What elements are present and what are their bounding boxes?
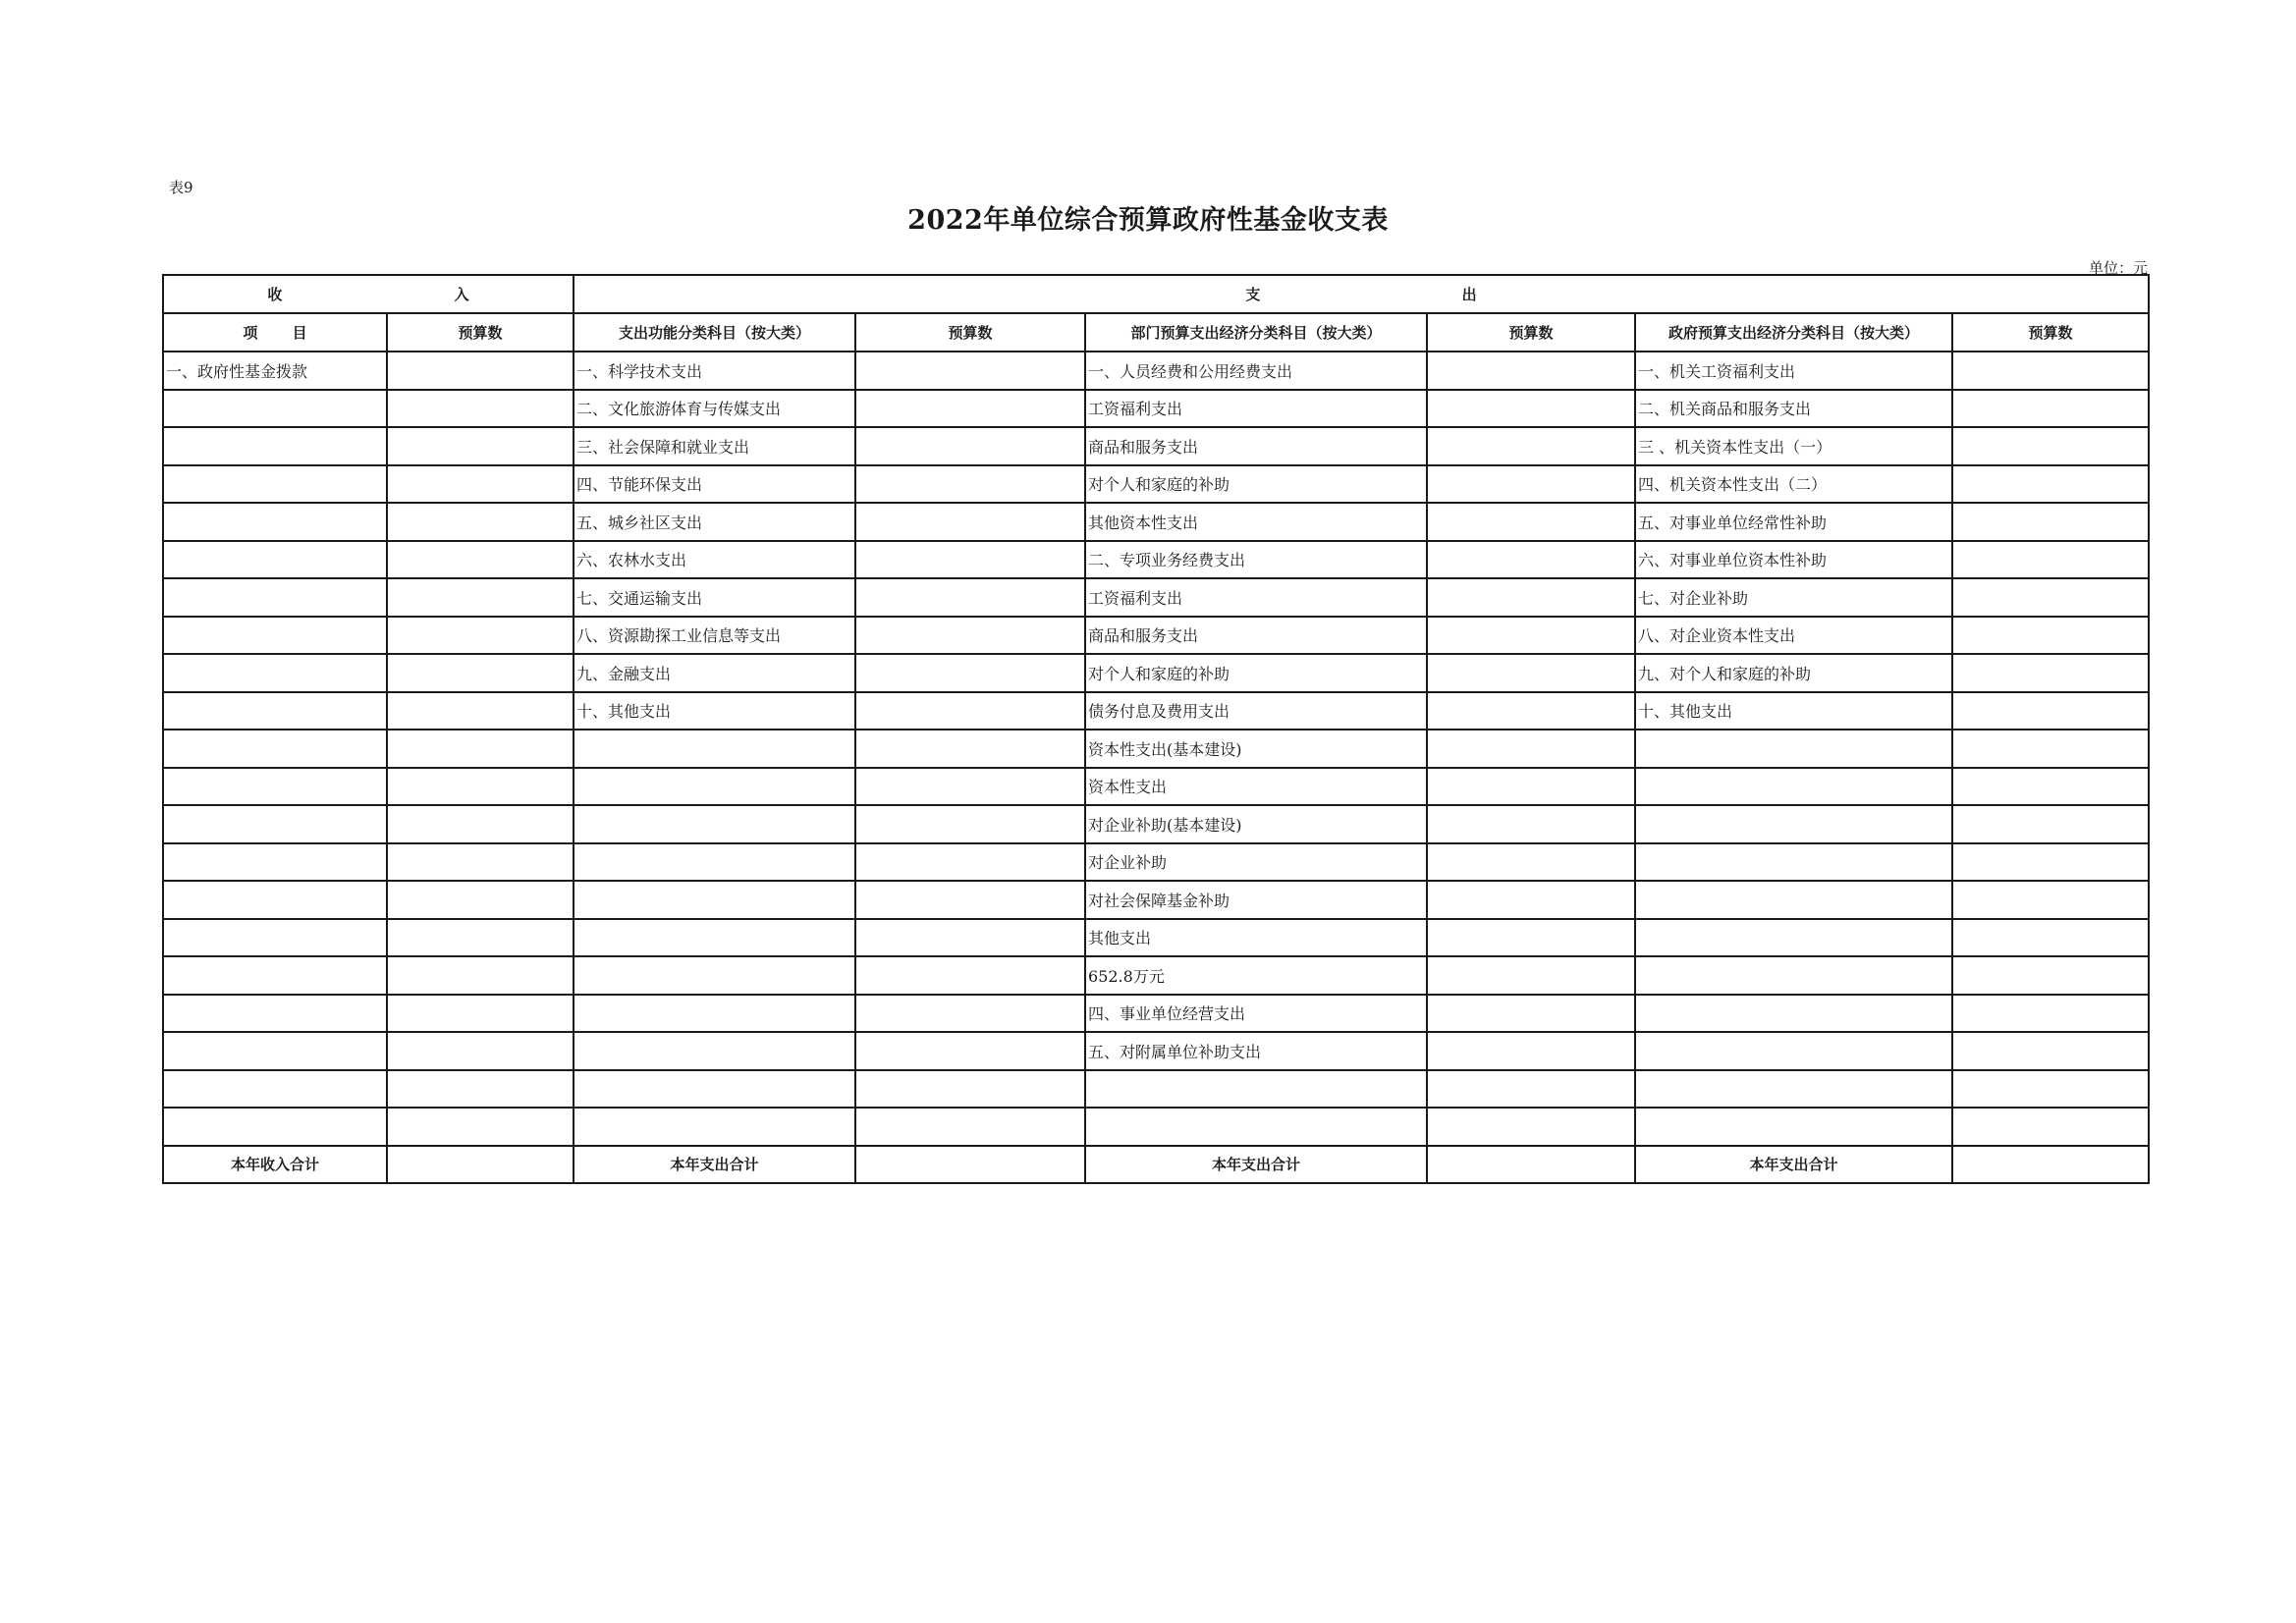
func-class-cell bbox=[574, 805, 855, 843]
func-budget-cell bbox=[855, 768, 1085, 806]
income-budget-cell bbox=[387, 881, 574, 919]
income-budget-cell bbox=[387, 692, 574, 730]
func-class-cell bbox=[574, 881, 855, 919]
func-budget-cell bbox=[855, 427, 1085, 465]
func-budget-cell bbox=[855, 465, 1085, 504]
dept-econ-cell: 652.8万元 bbox=[1085, 956, 1427, 995]
gov-econ-cell: 九、对个人和家庭的补助 bbox=[1635, 654, 1952, 692]
func-budget-cell bbox=[855, 617, 1085, 655]
func-budget-cell bbox=[855, 541, 1085, 579]
dept-econ-cell: 工资福利支出 bbox=[1085, 578, 1427, 617]
func-class-cell: 七、交通运输支出 bbox=[574, 578, 855, 617]
func-class-cell bbox=[574, 843, 855, 882]
table-row bbox=[163, 730, 2149, 768]
income-item-cell bbox=[163, 995, 387, 1033]
dept-budget-cell bbox=[1427, 503, 1635, 541]
income-budget-cell bbox=[387, 465, 574, 504]
gov-econ-cell: 十、其他支出 bbox=[1635, 692, 1952, 730]
func-budget-header: 预算数 bbox=[855, 313, 1085, 352]
table-row bbox=[163, 503, 2149, 541]
dept-econ-cell: 商品和服务支出 bbox=[1085, 617, 1427, 655]
dept-budget-cell bbox=[1427, 843, 1635, 882]
gov-econ-cell bbox=[1635, 919, 1952, 957]
table-label: 表9 bbox=[169, 179, 193, 196]
gov-budget-cell bbox=[1952, 1108, 2149, 1146]
income-item-cell bbox=[163, 427, 387, 465]
func-class-cell bbox=[574, 919, 855, 957]
income-item-cell bbox=[163, 956, 387, 995]
income-total-label: 本年收入合计 bbox=[163, 1146, 387, 1184]
dept-econ-cell: 一、人员经费和公用经费支出 bbox=[1085, 352, 1427, 390]
func-class-cell: 二、文化旅游体育与传媒支出 bbox=[574, 390, 855, 428]
gov-budget-cell bbox=[1952, 843, 2149, 882]
income-item-cell bbox=[163, 805, 387, 843]
func-class-cell: 九、金融支出 bbox=[574, 654, 855, 692]
func-class-cell bbox=[574, 1032, 855, 1070]
dept-budget-cell bbox=[1427, 541, 1635, 579]
func-class-cell bbox=[574, 1070, 855, 1109]
table-row bbox=[163, 919, 2149, 957]
income-budget-cell bbox=[387, 617, 574, 655]
dept-econ-cell: 其他支出 bbox=[1085, 919, 1427, 957]
income-item-cell bbox=[163, 730, 387, 768]
gov-budget-cell bbox=[1952, 503, 2149, 541]
income-item-cell bbox=[163, 768, 387, 806]
dept-budget-cell bbox=[1427, 1032, 1635, 1070]
table-row bbox=[163, 881, 2149, 919]
table-row bbox=[163, 956, 2149, 995]
income-budget-cell bbox=[387, 768, 574, 806]
table-row bbox=[163, 427, 2149, 465]
dept-econ-cell: 四、事业单位经营支出 bbox=[1085, 995, 1427, 1033]
income-budget-cell bbox=[387, 919, 574, 957]
dept-budget-cell bbox=[1427, 654, 1635, 692]
dept-budget-cell bbox=[1427, 919, 1635, 957]
income-budget-cell bbox=[387, 1032, 574, 1070]
table-row bbox=[163, 578, 2149, 617]
dept-econ-cell: 二、专项业务经费支出 bbox=[1085, 541, 1427, 579]
dept-econ-header: 部门预算支出经济分类科目（按大类） bbox=[1085, 313, 1427, 352]
gov-econ-cell bbox=[1635, 1032, 1952, 1070]
dept-econ-cell: 资本性支出(基本建设) bbox=[1085, 730, 1427, 768]
gov-budget-cell bbox=[1952, 427, 2149, 465]
income-budget-cell bbox=[387, 956, 574, 995]
income-item-cell bbox=[163, 881, 387, 919]
gov-econ-cell bbox=[1635, 956, 1952, 995]
income-item-cell bbox=[163, 843, 387, 882]
gov-budget-cell bbox=[1952, 578, 2149, 617]
income-budget-cell bbox=[387, 541, 574, 579]
dept-total-value bbox=[1427, 1146, 1635, 1184]
table-row bbox=[163, 843, 2149, 882]
func-budget-cell bbox=[855, 1070, 1085, 1109]
table-row bbox=[163, 352, 2149, 390]
func-total-label: 本年支出合计 bbox=[574, 1146, 855, 1184]
income-item-cell bbox=[163, 692, 387, 730]
gov-budget-cell bbox=[1952, 692, 2149, 730]
gov-econ-cell bbox=[1635, 768, 1952, 806]
income-budget-cell bbox=[387, 654, 574, 692]
func-budget-cell bbox=[855, 956, 1085, 995]
dept-econ-cell: 商品和服务支出 bbox=[1085, 427, 1427, 465]
func-budget-cell bbox=[855, 578, 1085, 617]
gov-econ-cell: 二、机关商品和服务支出 bbox=[1635, 390, 1952, 428]
income-budget-header: 预算数 bbox=[387, 313, 574, 352]
income-budget-cell bbox=[387, 1108, 574, 1146]
income-total-value bbox=[387, 1146, 574, 1184]
dept-budget-cell bbox=[1427, 465, 1635, 504]
dept-budget-cell bbox=[1427, 805, 1635, 843]
income-budget-cell bbox=[387, 1070, 574, 1109]
dept-total-label: 本年支出合计 bbox=[1085, 1146, 1427, 1184]
func-budget-cell bbox=[855, 1108, 1085, 1146]
gov-budget-cell bbox=[1952, 1070, 2149, 1109]
table-row bbox=[163, 805, 2149, 843]
gov-econ-cell: 六、对事业单位资本性补助 bbox=[1635, 541, 1952, 579]
gov-econ-cell: 四、机关资本性支出（二） bbox=[1635, 465, 1952, 504]
dept-econ-cell: 五、对附属单位补助支出 bbox=[1085, 1032, 1427, 1070]
gov-budget-cell bbox=[1952, 1032, 2149, 1070]
gov-budget-cell bbox=[1952, 881, 2149, 919]
gov-budget-cell bbox=[1952, 995, 2149, 1033]
table-row bbox=[163, 1032, 2149, 1070]
func-class-cell: 八、资源勘探工业信息等支出 bbox=[574, 617, 855, 655]
income-item-cell bbox=[163, 503, 387, 541]
dept-budget-cell bbox=[1427, 881, 1635, 919]
dept-budget-cell bbox=[1427, 995, 1635, 1033]
gov-budget-cell bbox=[1952, 805, 2149, 843]
column-header-row bbox=[163, 313, 2149, 352]
dept-econ-cell: 债务付息及费用支出 bbox=[1085, 692, 1427, 730]
income-budget-cell bbox=[387, 843, 574, 882]
func-class-cell: 四、节能环保支出 bbox=[574, 465, 855, 504]
func-total-value bbox=[855, 1146, 1085, 1184]
dept-budget-cell bbox=[1427, 390, 1635, 428]
dept-budget-cell bbox=[1427, 1108, 1635, 1146]
income-budget-cell bbox=[387, 730, 574, 768]
table-row bbox=[163, 692, 2149, 730]
func-budget-cell bbox=[855, 1032, 1085, 1070]
func-class-cell: 十、其他支出 bbox=[574, 692, 855, 730]
dept-budget-cell bbox=[1427, 427, 1635, 465]
func-class-cell bbox=[574, 995, 855, 1033]
income-budget-cell bbox=[387, 578, 574, 617]
gov-budget-header: 预算数 bbox=[1952, 313, 2149, 352]
unit-label: 单位：元 bbox=[2088, 259, 2148, 277]
income-item-cell bbox=[163, 617, 387, 655]
income-item-cell bbox=[163, 919, 387, 957]
dept-econ-cell: 对个人和家庭的补助 bbox=[1085, 465, 1427, 504]
item-header bbox=[163, 313, 387, 352]
table-row bbox=[163, 390, 2149, 428]
func-class-cell bbox=[574, 1108, 855, 1146]
dept-econ-cell: 其他资本性支出 bbox=[1085, 503, 1427, 541]
table-row bbox=[163, 541, 2149, 579]
dept-econ-cell bbox=[1085, 1108, 1427, 1146]
func-budget-cell bbox=[855, 919, 1085, 957]
income-budget-cell bbox=[387, 995, 574, 1033]
income-item-cell bbox=[163, 541, 387, 579]
dept-econ-cell: 工资福利支出 bbox=[1085, 390, 1427, 428]
gov-total-value bbox=[1952, 1146, 2149, 1184]
gov-total-label: 本年支出合计 bbox=[1635, 1146, 1952, 1184]
gov-econ-cell: 一、机关工资福利支出 bbox=[1635, 352, 1952, 390]
func-budget-cell bbox=[855, 503, 1085, 541]
budget-table bbox=[162, 274, 2150, 1184]
gov-budget-cell bbox=[1952, 465, 2149, 504]
group-header-row bbox=[163, 275, 2149, 313]
gov-budget-cell bbox=[1952, 390, 2149, 428]
income-budget-cell bbox=[387, 352, 574, 390]
func-class-header: 支出功能分类科目（按大类） bbox=[574, 313, 855, 352]
func-class-cell: 五、城乡社区支出 bbox=[574, 503, 855, 541]
dept-budget-cell bbox=[1427, 352, 1635, 390]
gov-econ-cell bbox=[1635, 805, 1952, 843]
gov-budget-cell bbox=[1952, 956, 2149, 995]
func-budget-cell bbox=[855, 843, 1085, 882]
gov-budget-cell bbox=[1952, 919, 2149, 957]
func-budget-cell bbox=[855, 352, 1085, 390]
gov-econ-header: 政府预算支出经济分类科目（按大类） bbox=[1635, 313, 1952, 352]
income-item-cell bbox=[163, 465, 387, 504]
totals-row bbox=[163, 1146, 2149, 1184]
dept-econ-cell: 资本性支出 bbox=[1085, 768, 1427, 806]
gov-budget-cell bbox=[1952, 654, 2149, 692]
func-budget-cell bbox=[855, 881, 1085, 919]
income-item-cell bbox=[163, 578, 387, 617]
gov-econ-cell bbox=[1635, 1070, 1952, 1109]
dept-budget-cell bbox=[1427, 617, 1635, 655]
table-row bbox=[163, 465, 2149, 504]
expense-group-header bbox=[574, 275, 2149, 313]
gov-econ-cell: 七、对企业补助 bbox=[1635, 578, 1952, 617]
income-budget-cell bbox=[387, 390, 574, 428]
expense-group-label: 支 出 bbox=[1245, 286, 1477, 303]
gov-econ-cell bbox=[1635, 881, 1952, 919]
dept-budget-cell bbox=[1427, 730, 1635, 768]
dept-econ-cell bbox=[1085, 1070, 1427, 1109]
dept-econ-cell: 对企业补助 bbox=[1085, 843, 1427, 882]
gov-econ-cell: 八、对企业资本性支出 bbox=[1635, 617, 1952, 655]
dept-budget-header: 预算数 bbox=[1427, 313, 1635, 352]
dept-econ-cell: 对社会保障基金补助 bbox=[1085, 881, 1427, 919]
income-item-cell bbox=[163, 1070, 387, 1109]
gov-budget-cell bbox=[1952, 541, 2149, 579]
gov-budget-cell bbox=[1952, 352, 2149, 390]
func-class-cell: 六、农林水支出 bbox=[574, 541, 855, 579]
func-class-cell bbox=[574, 768, 855, 806]
income-budget-cell bbox=[387, 427, 574, 465]
dept-budget-cell bbox=[1427, 692, 1635, 730]
func-class-cell bbox=[574, 730, 855, 768]
gov-budget-cell bbox=[1952, 617, 2149, 655]
table-row bbox=[163, 1108, 2149, 1146]
income-budget-cell bbox=[387, 805, 574, 843]
income-item-cell bbox=[163, 1032, 387, 1070]
func-budget-cell bbox=[855, 654, 1085, 692]
func-class-cell: 一、科学技术支出 bbox=[574, 352, 855, 390]
gov-econ-cell: 五、对事业单位经常性补助 bbox=[1635, 503, 1952, 541]
income-budget-cell bbox=[387, 503, 574, 541]
income-item-cell bbox=[163, 390, 387, 428]
func-class-cell bbox=[574, 956, 855, 995]
func-budget-cell bbox=[855, 730, 1085, 768]
income-group-label: 收 入 bbox=[267, 286, 469, 303]
func-budget-cell bbox=[855, 692, 1085, 730]
income-item-cell bbox=[163, 654, 387, 692]
dept-budget-cell bbox=[1427, 578, 1635, 617]
dept-econ-cell: 对企业补助(基本建设) bbox=[1085, 805, 1427, 843]
gov-budget-cell bbox=[1952, 768, 2149, 806]
table-row bbox=[163, 768, 2149, 806]
dept-budget-cell bbox=[1427, 1070, 1635, 1109]
income-group-header bbox=[163, 275, 574, 313]
dept-budget-cell bbox=[1427, 956, 1635, 995]
gov-econ-cell bbox=[1635, 843, 1952, 882]
table-row bbox=[163, 654, 2149, 692]
table-row bbox=[163, 1070, 2149, 1109]
func-budget-cell bbox=[855, 995, 1085, 1033]
income-item-cell bbox=[163, 1108, 387, 1146]
dept-budget-cell bbox=[1427, 768, 1635, 806]
func-budget-cell bbox=[855, 805, 1085, 843]
table-row bbox=[163, 995, 2149, 1033]
func-class-cell: 三、社会保障和就业支出 bbox=[574, 427, 855, 465]
income-item-cell: 一、政府性基金拨款 bbox=[163, 352, 387, 390]
func-budget-cell bbox=[855, 390, 1085, 428]
table-row bbox=[163, 617, 2149, 655]
dept-econ-cell: 对个人和家庭的补助 bbox=[1085, 654, 1427, 692]
gov-budget-cell bbox=[1952, 730, 2149, 768]
gov-econ-cell bbox=[1635, 995, 1952, 1033]
item-header-label: 项 目 bbox=[243, 324, 307, 342]
gov-econ-cell bbox=[1635, 730, 1952, 768]
gov-econ-cell bbox=[1635, 1108, 1952, 1146]
page-title: 2022年单位综合预算政府性基金收支表 bbox=[907, 205, 1389, 236]
gov-econ-cell: 三 、机关资本性支出（一） bbox=[1635, 427, 1952, 465]
